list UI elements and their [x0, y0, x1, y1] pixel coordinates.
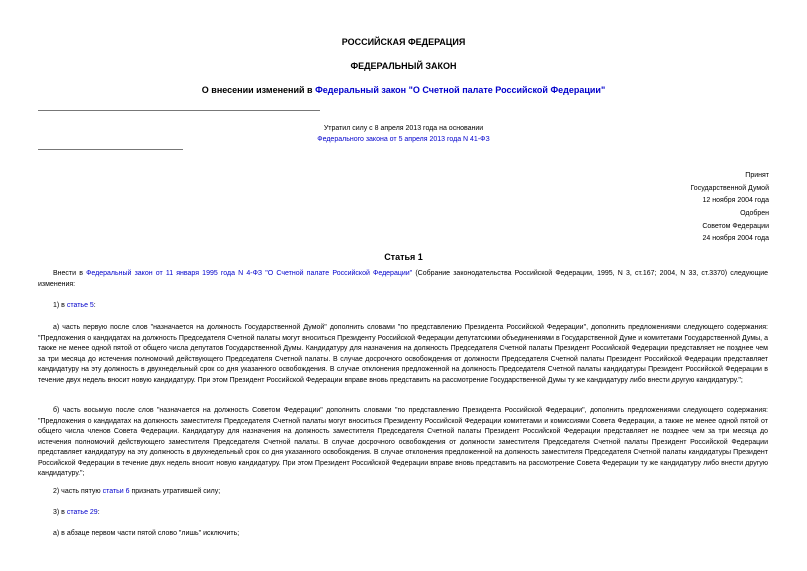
accepted-label: Принят: [745, 172, 769, 179]
intro-pre: Внести в: [53, 270, 87, 277]
article-29-link[interactable]: статье 29: [66, 509, 98, 516]
item-1: [53, 301, 768, 312]
item3-pre: 3) в: [53, 509, 67, 516]
item-2: [53, 487, 768, 498]
article-6-link[interactable]: статьи 6: [102, 488, 130, 495]
item-1b: б) часть восьмую после слов "назначается на должность Советом Федерации" дополнить словами "по представлению Президента Российской Федерации", дополнить предложениями следующего содержания: "Предложения о кандидатах на должность заместителя Председателя Счетной палаты могут вноситься Президенту Российской Федерации комитетами и комиссиями Совета Федерации, а также не менее одной пятой от общего числа членов Совета Федерации. Кандидатуру для назначения на должность заместителя Председателя Счетной палаты Президент Российской Федерации представляет не позднее чем за три месяца до истечения полномочий действующего заместителя Председателя Счетной палаты. В случае досрочного освобождения от должности заместителя Председателя Счетной палаты Президент Российской Федерации представляет кандидатуру на эту должность в двухнедельный срок со дня указанного освобождения. В случае отклонения предложенной на должность заместителя Председателя Счетной палаты кандидатуры Президент Российской Федерации в течение двух недель вносит новую кандидатуру. При этом Президент Российской Федерации вправе вновь представить на рассмотрение Совета Федерации ту же кандидатуру либо внести другую кандидатуру.";: [38, 407, 768, 477]
council-label: Советом Федерации: [702, 222, 769, 230]
status-link-line: [0, 135, 807, 144]
council-date: 24 ноября 2004 года: [702, 235, 769, 242]
item2-pre: 2) часть пятую: [53, 488, 103, 495]
law-title: [0, 85, 807, 95]
law-title-prefix: О внесении изменений в: [201, 85, 316, 95]
duma-date: 12 ноября 2004 года: [702, 197, 769, 204]
divider-top: [38, 110, 320, 111]
law-4fz-link[interactable]: Федеральный закон от 11 января 1995 года N 4-ФЗ "О Счетной палате Российской Федерации": [86, 270, 413, 277]
status-line: Утратил силу с 8 апреля 2013 года на основании: [323, 125, 484, 132]
item1-pre: 1) в: [53, 302, 67, 309]
approval-block: [702, 208, 769, 246]
intro-post: (Собрание законодательства Российской Федерации, 1995, N 3, ст.167; 2004, N 33, ст.3370) следующие изменения:: [38, 270, 769, 288]
article-intro: [38, 269, 768, 290]
repeal-law-link[interactable]: Федерального закона от 5 апреля 2013 года N 41-ФЗ: [317, 136, 490, 143]
item1-post: :: [93, 302, 96, 309]
law-title-link[interactable]: Федеральный закон "О Счетной палате Российской Федерации": [315, 85, 606, 95]
item-3a: а) в абзаце первом части пятой слово "лишь" исключить;: [53, 530, 240, 537]
article-heading: Статья 1: [384, 252, 423, 262]
item2-post: признать утратившей силу;: [129, 488, 221, 495]
item3-post: :: [97, 509, 100, 516]
duma-label: Государственной Думой: [690, 184, 769, 192]
item-3: [53, 508, 768, 519]
item-1a: а) часть первую после слов "назначается на должность Государственной Думой" дополнить словами "по представлению Президента Российской Федерации", дополнить предложениями следующего содержания: "Предложения о кандидатах на должность Председателя Счетной палаты могут вноситься Президенту Российской Федерации депутатскими объединениями в Государственной Думе и комитетами Государственной Думы, а также не менее одной пятой от общего числа депутатов Государственной Думы. Кандидатуру для назначения на должность Председателя Счетной палаты Президент Российской Федерации представляет не позднее чем за три месяца до истечения полномочий действующего Председателя Счетной палаты. В случае досрочного освобождения от должности Председателя Счетной палаты Президент Российской Федерации представляет кандидатуру на эту должность в двухнедельный срок со дня указанного освобождения. В случае отклонения предложенной на должность Председателя Счетной палаты кандидатуры Президент Российской Федерации в течение двух недель вносит новую кандидатуру. При этом Президент Российской Федерации вправе вновь представить на рассмотрение Государственной Думы ту же кандидатуру либо внести другую кандидатуру.";: [38, 324, 768, 384]
adoption-block: [690, 170, 769, 208]
doc-type-heading: ФЕДЕРАЛЬНЫЙ ЗАКОН: [350, 61, 457, 71]
country-heading: РОССИЙСКАЯ ФЕДЕРАЦИЯ: [341, 37, 466, 47]
article-5-link[interactable]: статье 5: [66, 302, 94, 309]
approved-label: Одобрен: [740, 210, 769, 217]
divider-bottom: [38, 149, 183, 150]
